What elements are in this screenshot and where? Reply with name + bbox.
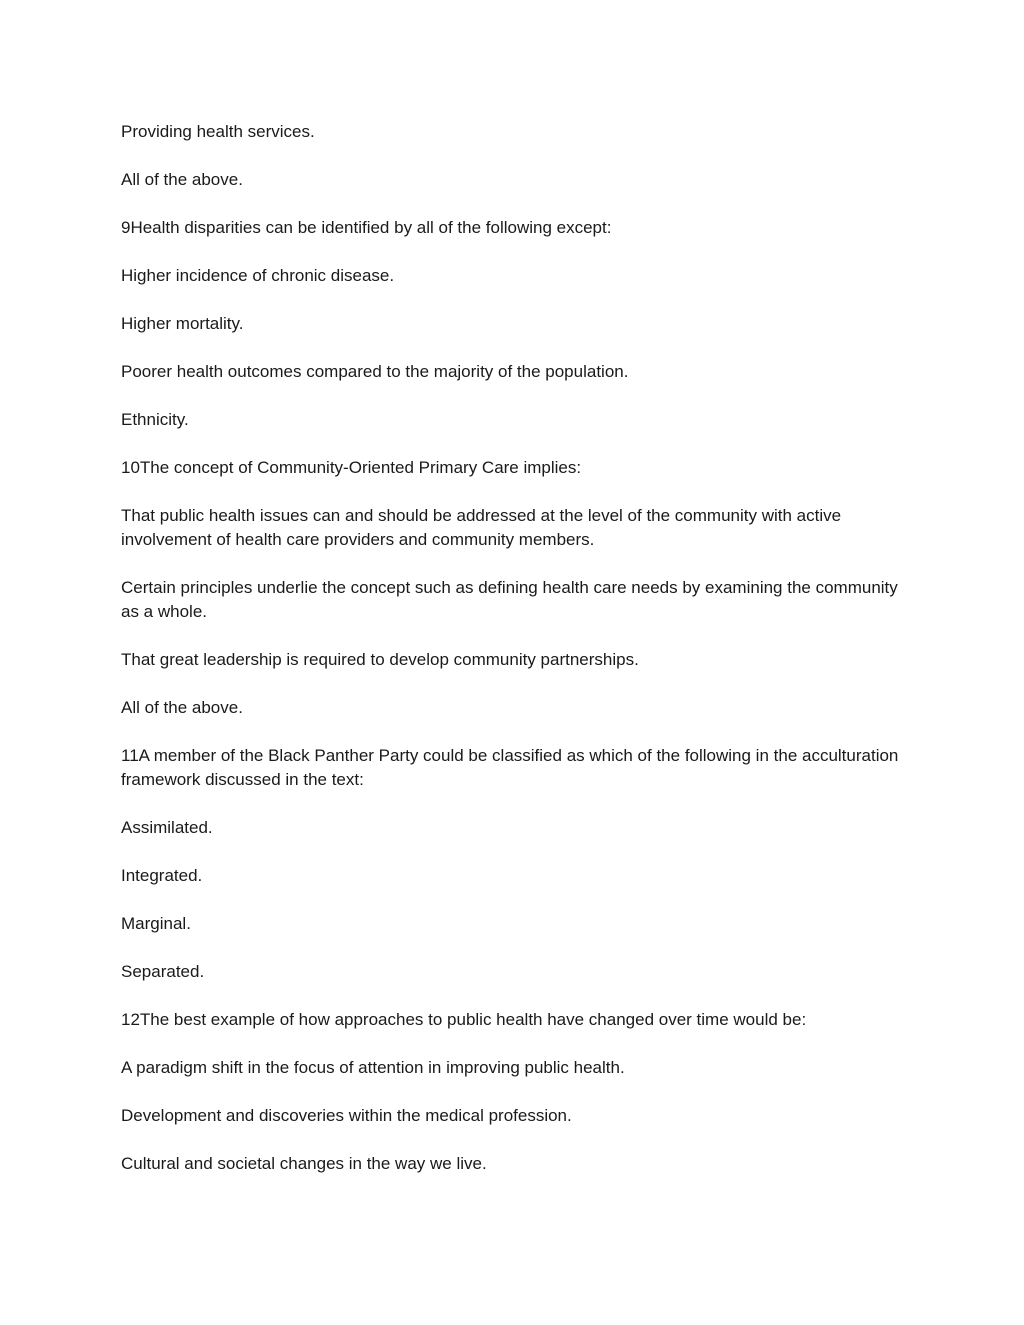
answer-option: Higher mortality. — [121, 314, 244, 333]
answer-option: Providing health services. — [121, 122, 315, 141]
answer-option: Ethnicity. — [121, 410, 189, 429]
answer-option: All of the above. — [121, 170, 243, 189]
answer-option: Certain principles underlie the concept such as defining health care needs by examining the community as a whole. — [121, 578, 898, 621]
answer-option: Marginal. — [121, 914, 191, 933]
answer-option: All of the above. — [121, 698, 243, 717]
answer-option: Integrated. — [121, 866, 203, 885]
answer-option: Development and discoveries within the medical profession. — [121, 1106, 572, 1125]
answer-option: A paradigm shift in the focus of attention in improving public health. — [121, 1058, 625, 1077]
question-11: 11A member of the Black Panther Party could be classified as which of the following in the acculturation framework discussed in the text: — [121, 746, 899, 789]
answer-option: Assimilated. — [121, 818, 213, 837]
answer-option: Poorer health outcomes compared to the majority of the population. — [121, 362, 629, 381]
question-9: 9Health disparities can be identified by all of the following except: — [121, 218, 612, 237]
document-body — [121, 120, 911, 1200]
question-10: 10The concept of Community-Oriented Primary Care implies: — [121, 458, 582, 477]
answer-option: Cultural and societal changes in the way we live. — [121, 1154, 487, 1173]
answer-option: That great leadership is required to develop community partnerships. — [121, 650, 639, 669]
answer-option: That public health issues can and should be addressed at the level of the community with active involvement of health care providers and community members. — [121, 506, 842, 549]
answer-option: Higher incidence of chronic disease. — [121, 266, 395, 285]
answer-option: Separated. — [121, 962, 205, 981]
question-12: 12The best example of how approaches to public health have changed over time would be: — [121, 1010, 807, 1029]
